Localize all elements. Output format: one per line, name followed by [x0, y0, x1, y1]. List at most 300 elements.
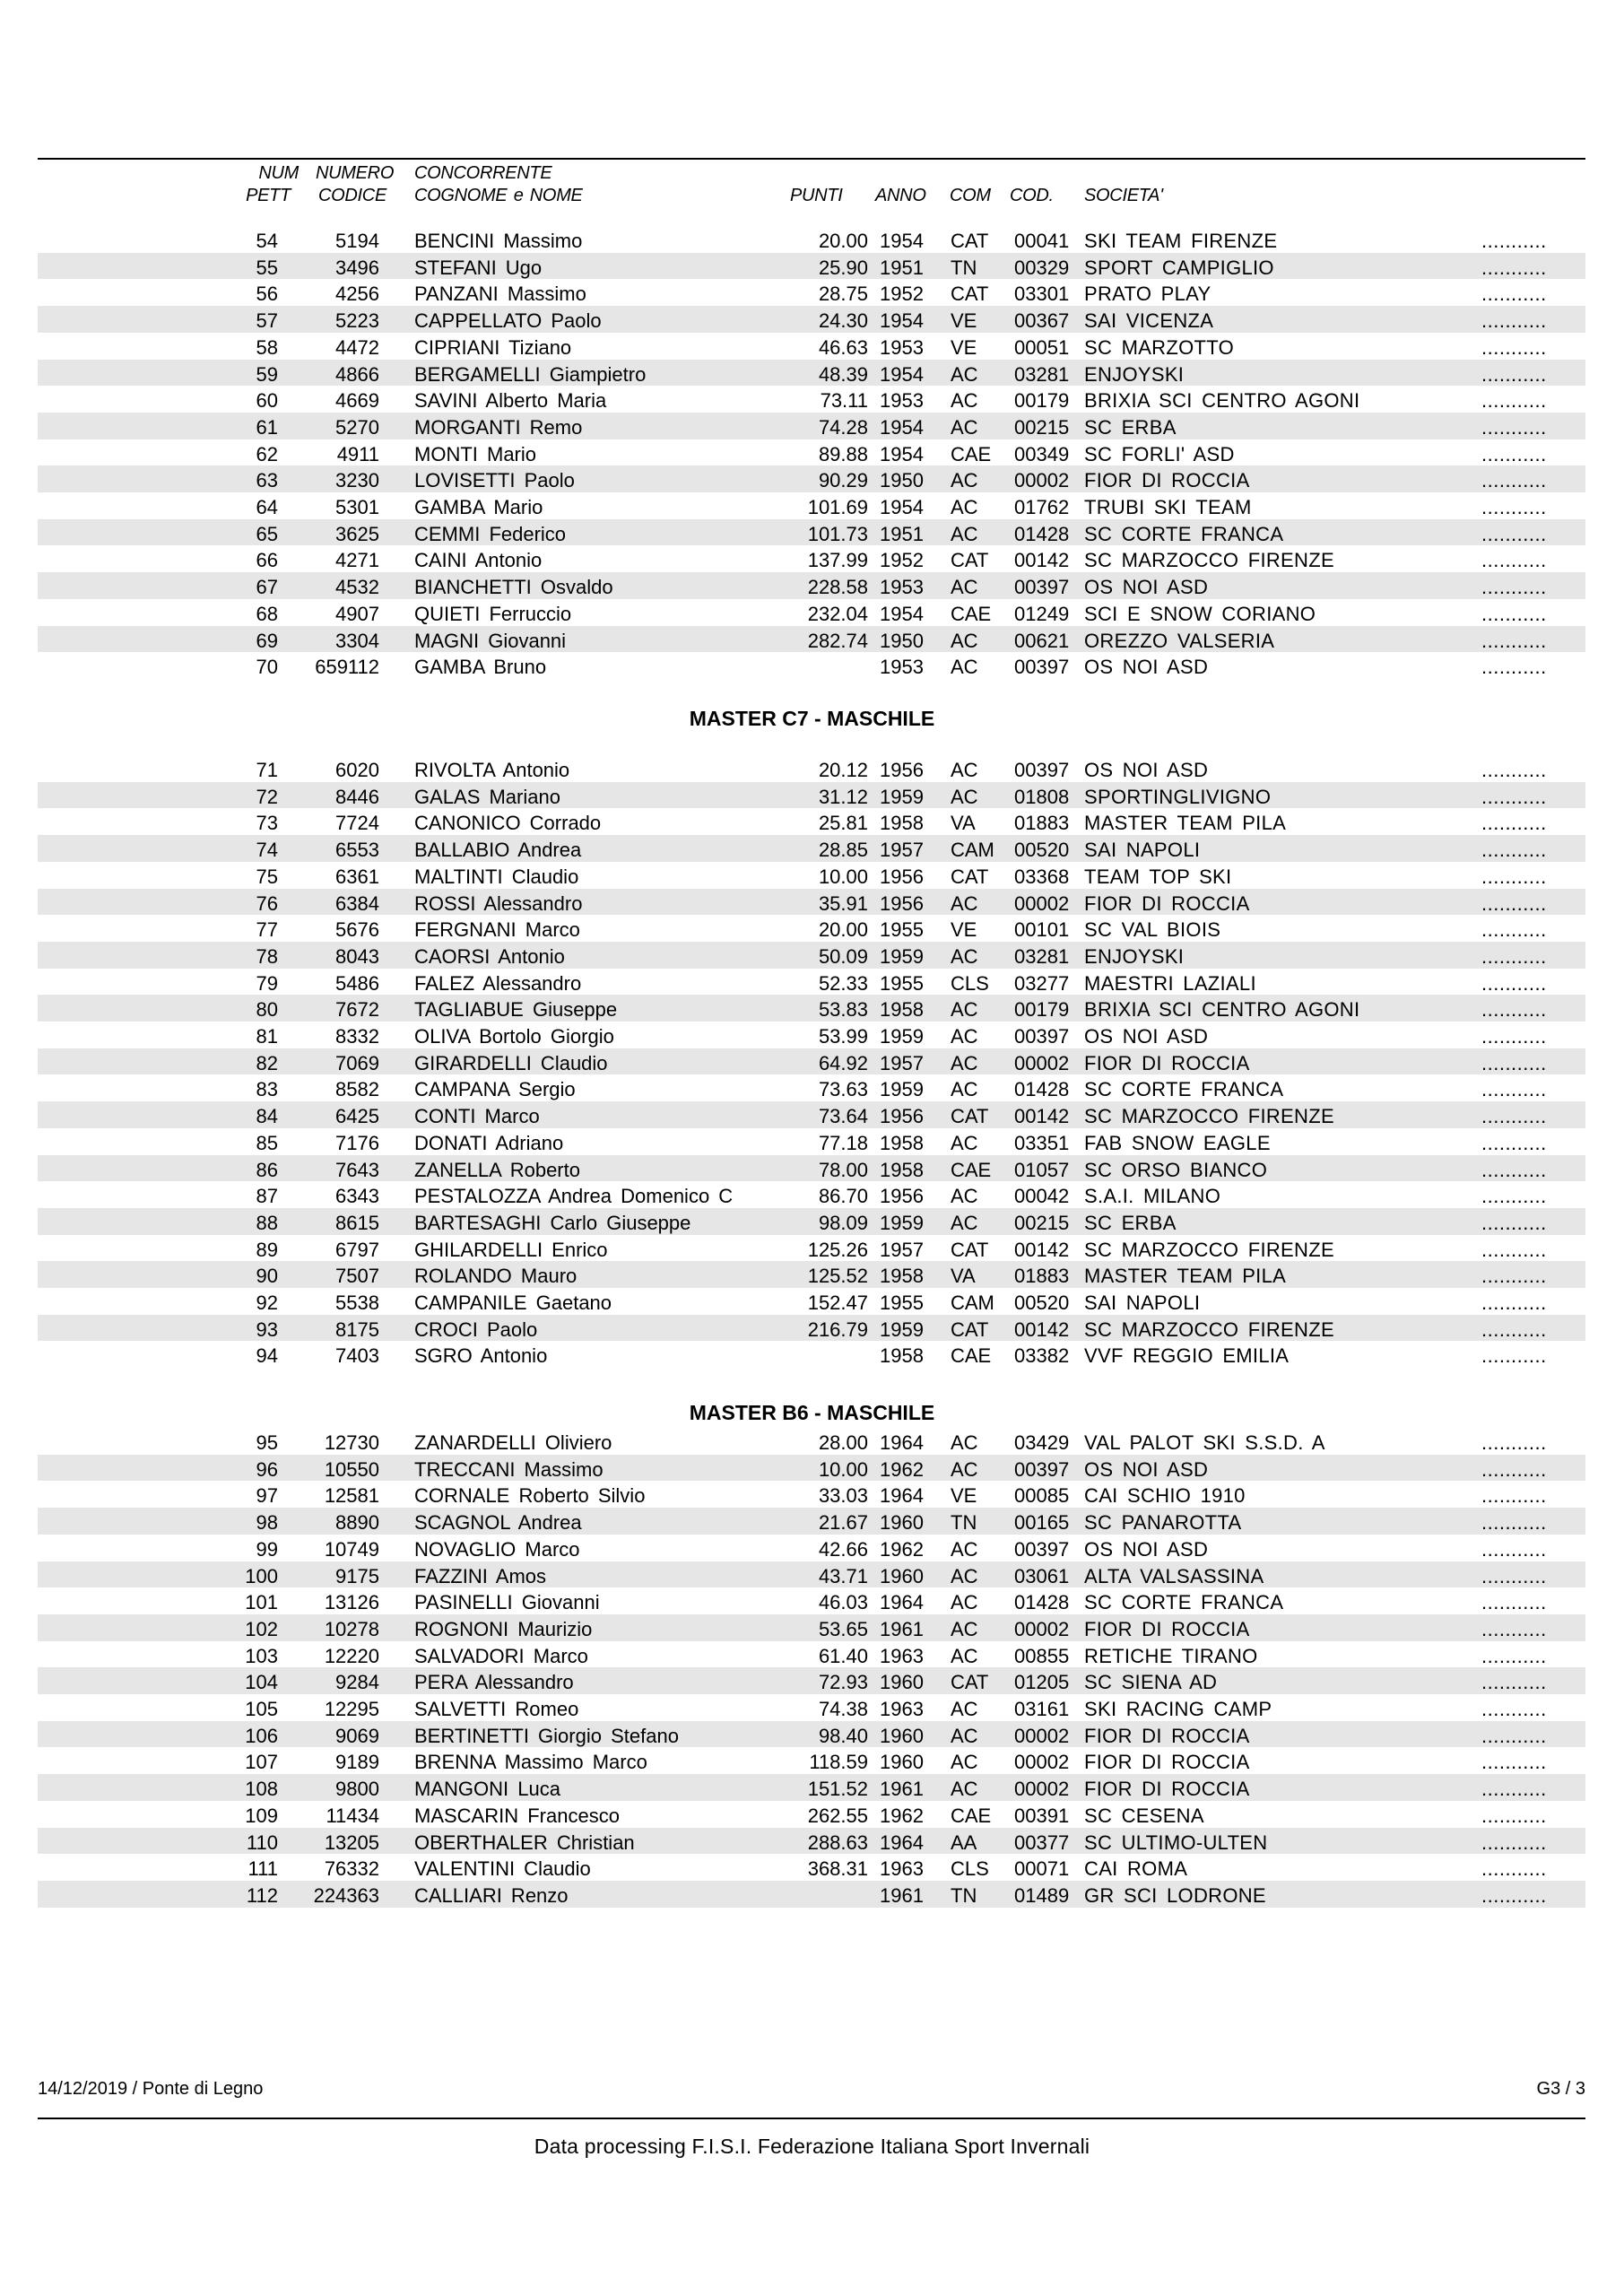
club-name: TEAM TOP SKI [1084, 865, 1232, 888]
bib-number: 55 [256, 256, 278, 279]
points: 43.71 [818, 1564, 868, 1587]
time-placeholder: ........... [1481, 415, 1547, 439]
club-name: FIOR DI ROCCIA [1084, 1778, 1250, 1801]
birth-year: 1958 [880, 1344, 924, 1368]
athlete-code: 4907 [335, 602, 379, 625]
time-placeholder: ........... [1481, 1265, 1547, 1288]
table-row [38, 862, 1585, 889]
time-placeholder: ........... [1481, 1457, 1547, 1481]
bib-number: 80 [256, 998, 278, 1022]
time-placeholder: ........... [1481, 389, 1547, 413]
committee: AC [951, 1537, 978, 1561]
club-code: 00165 [1014, 1511, 1070, 1535]
table-row [38, 969, 1585, 996]
table-row [38, 1455, 1585, 1482]
time-placeholder: ........... [1481, 1698, 1547, 1720]
athlete-code: 12581 [324, 1484, 379, 1508]
birth-year: 1958 [880, 812, 924, 835]
time-placeholder: ........... [1481, 1564, 1547, 1587]
club-code: 00002 [1014, 469, 1070, 492]
table-row [38, 652, 1585, 679]
birth-year: 1956 [880, 759, 924, 781]
header-cod: COD. [1010, 186, 1054, 205]
club-name: SC PANAROTTA [1084, 1511, 1242, 1535]
committee: AC [951, 785, 978, 808]
club-code: 00520 [1014, 1292, 1070, 1314]
bib-number: 63 [256, 469, 278, 492]
birth-year: 1961 [880, 1778, 924, 1801]
time-placeholder: ........... [1481, 865, 1547, 888]
bib-number: 109 [245, 1804, 278, 1827]
time-placeholder: ........... [1481, 1238, 1547, 1261]
birth-year: 1958 [880, 1265, 924, 1288]
committee: VE [951, 1484, 977, 1508]
table-row [38, 1048, 1585, 1075]
committee: TN [951, 1511, 977, 1535]
points: 31.12 [818, 785, 868, 808]
points: 52.33 [818, 971, 868, 995]
club-code: 00071 [1014, 1857, 1070, 1881]
points: 20.00 [818, 918, 868, 942]
time-placeholder: ........... [1481, 759, 1547, 781]
athlete-name: BERTINETTI Giorgio Stefano [414, 1724, 679, 1747]
club-code: 03351 [1014, 1131, 1070, 1154]
athlete-code: 9284 [335, 1671, 379, 1694]
committee: CAT [951, 1105, 989, 1128]
athlete-code: 4256 [335, 283, 379, 306]
club-name: FIOR DI ROCCIA [1084, 1751, 1250, 1774]
birth-year: 1957 [880, 1238, 924, 1261]
table-row [38, 1128, 1585, 1155]
committee: AC [951, 1131, 978, 1154]
birth-year: 1963 [880, 1644, 924, 1667]
bib-number: 65 [256, 522, 278, 545]
table-row [38, 413, 1585, 439]
club-name: FIOR DI ROCCIA [1084, 1724, 1250, 1747]
committee: CAM [951, 839, 994, 862]
points: 262.55 [807, 1804, 868, 1827]
table-row [38, 1828, 1585, 1855]
birth-year: 1960 [880, 1564, 924, 1587]
athlete-name: BALLABIO Andrea [414, 839, 582, 862]
athlete-code: 6553 [335, 839, 379, 862]
club-code: 00397 [1014, 656, 1070, 679]
club-code: 00391 [1014, 1804, 1070, 1827]
time-placeholder: ........... [1481, 656, 1547, 679]
bib-number: 64 [256, 496, 278, 518]
committee: AC [951, 1051, 978, 1074]
points: 48.39 [818, 362, 868, 386]
committee: AC [951, 1644, 978, 1667]
committee: VA [951, 812, 976, 835]
athlete-name: TAGLIABUE Giuseppe [414, 998, 618, 1022]
birth-year: 1959 [880, 1078, 924, 1101]
time-placeholder: ........... [1481, 1292, 1547, 1314]
club-code: 00142 [1014, 1105, 1070, 1128]
club-name: OS NOI ASD [1084, 576, 1209, 599]
athlete-name: OBERTHALER Christian [414, 1831, 635, 1854]
athlete-code: 4911 [336, 442, 379, 465]
table-row [38, 942, 1585, 969]
bib-number: 81 [256, 1025, 278, 1048]
section-title: MASTER C7 - MASCHILE [689, 707, 935, 730]
athlete-code: 9189 [335, 1751, 379, 1774]
time-placeholder: ........... [1481, 549, 1547, 572]
athlete-code: 9175 [335, 1564, 379, 1587]
club-name: S.A.I. MILANO [1084, 1185, 1221, 1208]
athlete-code: 10278 [324, 1617, 379, 1640]
athlete-name: CONTI Marco [414, 1105, 540, 1128]
bib-number: 62 [256, 442, 278, 465]
bib-number: 104 [245, 1671, 278, 1694]
bib-number: 110 [246, 1831, 278, 1854]
bib-number: 98 [256, 1511, 278, 1535]
athlete-code: 7507 [335, 1265, 379, 1288]
points: 35.91 [818, 891, 868, 915]
table-row [38, 1481, 1585, 1508]
points: 73.64 [818, 1105, 868, 1128]
club-name: SAI NAPOLI [1084, 1292, 1201, 1314]
birth-year: 1956 [880, 1185, 924, 1208]
birth-year: 1954 [880, 442, 924, 465]
committee: CAT [951, 1238, 989, 1261]
birth-year: 1964 [880, 1484, 924, 1508]
club-name: OS NOI ASD [1084, 759, 1209, 781]
athlete-code: 8582 [335, 1078, 379, 1101]
points: 98.09 [818, 1211, 868, 1234]
bib-number: 73 [256, 812, 278, 835]
bib-number: 84 [256, 1105, 278, 1128]
club-code: 01762 [1014, 496, 1070, 518]
time-placeholder: ........... [1481, 891, 1547, 915]
bib-number: 74 [256, 839, 278, 862]
points: 53.99 [818, 1025, 868, 1048]
athlete-name: CAPPELLATO Paolo [414, 309, 602, 333]
bib-number: 88 [256, 1211, 278, 1234]
club-code: 00377 [1014, 1831, 1070, 1854]
table-row [38, 465, 1585, 492]
athlete-name: RIVOLTA Antonio [414, 759, 570, 781]
time-placeholder: ........... [1481, 1778, 1547, 1801]
athlete-name: SCAGNOL Andrea [414, 1511, 582, 1535]
birth-year: 1959 [880, 785, 924, 808]
bib-number: 108 [245, 1778, 278, 1801]
bib-number: 61 [256, 415, 278, 439]
committee: AC [951, 1751, 978, 1774]
committee: CLS [951, 1857, 989, 1881]
bib-number: 76 [256, 891, 278, 915]
points: 152.47 [807, 1292, 868, 1314]
bib-number: 100 [245, 1564, 278, 1587]
athlete-name: GHILARDELLI Enrico [414, 1238, 608, 1261]
committee: AC [951, 944, 978, 968]
birth-year: 1952 [880, 549, 924, 572]
birth-year: 1954 [880, 362, 924, 386]
footer-credit: Data processing F.I.S.I. Federazione Italiana Sport Invernali [534, 2135, 1090, 2158]
birth-year: 1950 [880, 469, 924, 492]
club-name: CAI ROMA [1084, 1857, 1188, 1881]
bib-number: 94 [256, 1344, 278, 1368]
header-name-line2: COGNOME e NOME [414, 186, 583, 205]
athlete-code: 13205 [324, 1831, 379, 1854]
athlete-code: 7403 [335, 1344, 379, 1368]
table-row [38, 1315, 1585, 1342]
athlete-code: 8615 [335, 1211, 379, 1234]
table-row [38, 599, 1585, 626]
club-code: 00002 [1014, 1617, 1070, 1640]
committee: AC [951, 1211, 978, 1234]
committee: AA [951, 1831, 977, 1854]
club-name: VVF REGGIO EMILIA [1084, 1344, 1290, 1368]
club-code: 03161 [1014, 1698, 1070, 1720]
athlete-code: 3230 [335, 469, 379, 492]
points: 25.81 [818, 812, 868, 835]
committee: CAT [951, 1671, 989, 1694]
top-rule [38, 158, 1585, 160]
time-placeholder: ........... [1481, 256, 1547, 279]
table-row [38, 253, 1585, 280]
points: 216.79 [807, 1318, 868, 1341]
club-code: 01428 [1014, 1591, 1070, 1614]
birth-year: 1962 [880, 1537, 924, 1561]
club-name: ENJOYSKI [1084, 944, 1185, 968]
birth-year: 1963 [880, 1857, 924, 1881]
club-code: 03061 [1014, 1564, 1070, 1587]
time-placeholder: ........... [1481, 1804, 1547, 1827]
points: 98.40 [818, 1724, 868, 1747]
club-name: SC CORTE FRANCA [1084, 522, 1284, 545]
club-code: 00329 [1014, 256, 1070, 279]
table-row [38, 1022, 1585, 1048]
committee: AC [951, 656, 978, 679]
time-placeholder: ........... [1481, 1185, 1547, 1208]
club-name: FIOR DI ROCCIA [1084, 1051, 1250, 1074]
bib-number: 86 [256, 1158, 278, 1181]
bib-number: 70 [256, 656, 278, 679]
club-name: SPORTINGLIVIGNO [1084, 785, 1272, 808]
points: 64.92 [818, 1051, 868, 1074]
points: 53.65 [818, 1617, 868, 1640]
points: 28.85 [818, 839, 868, 862]
athlete-code: 5538 [335, 1292, 379, 1314]
club-code: 00002 [1014, 1751, 1070, 1774]
club-code: 01057 [1014, 1158, 1070, 1181]
club-code: 00179 [1014, 389, 1070, 413]
athlete-name: CAMPANA Sergio [414, 1078, 576, 1101]
club-name: RETICHE TIRANO [1084, 1644, 1258, 1667]
athlete-code: 8043 [335, 944, 379, 968]
athlete-code: 3496 [335, 256, 379, 279]
club-code: 03301 [1014, 283, 1070, 306]
athlete-code: 7672 [335, 998, 379, 1022]
points: 86.70 [818, 1185, 868, 1208]
time-placeholder: ........... [1481, 1537, 1547, 1561]
table-row [38, 889, 1585, 916]
athlete-code: 4271 [335, 549, 379, 572]
athlete-name: PANZANI Massimo [414, 283, 586, 306]
table-row [38, 1508, 1585, 1535]
birth-year: 1962 [880, 1804, 924, 1827]
club-name: SC ERBA [1084, 415, 1177, 439]
points: 232.04 [807, 602, 868, 625]
points: 89.88 [818, 442, 868, 465]
time-placeholder: ........... [1481, 629, 1547, 652]
club-name: TRUBI SKI TEAM [1084, 496, 1252, 518]
footer-date-place: 14/12/2019 / Ponte di Legno [38, 2079, 264, 2099]
bib-number: 102 [245, 1617, 278, 1640]
committee: TN [951, 256, 977, 279]
athlete-name: SALVADORI Marco [414, 1644, 588, 1667]
club-name: FIOR DI ROCCIA [1084, 469, 1250, 492]
club-code: 03277 [1014, 971, 1070, 995]
committee: CAE [951, 1158, 992, 1181]
athlete-code: 5223 [335, 309, 379, 333]
club-code: 00367 [1014, 309, 1070, 333]
table-row [38, 626, 1585, 653]
club-name: OS NOI ASD [1084, 1025, 1209, 1048]
athlete-code: 4472 [335, 335, 379, 359]
club-code: 03368 [1014, 865, 1070, 888]
athlete-name: CIPRIANI Tiziano [414, 335, 572, 359]
club-code: 01205 [1014, 1671, 1070, 1694]
athlete-name: MAGNI Giovanni [414, 629, 567, 652]
time-placeholder: ........... [1481, 469, 1547, 492]
athlete-name: LOVISETTI Paolo [414, 469, 575, 492]
athlete-code: 3304 [335, 629, 379, 652]
club-name: SC ERBA [1084, 1211, 1177, 1234]
club-code: 00142 [1014, 1238, 1070, 1261]
points: 101.69 [807, 496, 868, 518]
time-placeholder: ........... [1481, 522, 1547, 545]
table-row [38, 1181, 1585, 1208]
committee: CAE [951, 442, 992, 465]
bib-number: 96 [256, 1457, 278, 1481]
athlete-name: PERA Alessandro [414, 1671, 574, 1694]
table-row [38, 306, 1585, 333]
header-code-line2: CODICE [318, 186, 386, 205]
birth-year: 1953 [880, 389, 924, 413]
club-code: 01808 [1014, 785, 1070, 808]
athlete-name: CAORSI Antonio [414, 944, 565, 968]
club-name: BRIXIA SCI CENTRO AGONI [1084, 389, 1360, 413]
athlete-name: MORGANTI Remo [414, 415, 583, 439]
table-row [38, 1801, 1585, 1828]
time-placeholder: ........... [1481, 442, 1547, 465]
time-placeholder: ........... [1481, 918, 1547, 942]
birth-year: 1960 [880, 1511, 924, 1535]
bib-number: 106 [245, 1724, 278, 1747]
athlete-name: CROCI Paolo [414, 1318, 538, 1341]
athlete-code: 5676 [335, 918, 379, 942]
club-name: SC MARZOCCO FIRENZE [1084, 1238, 1334, 1261]
committee: AC [951, 415, 978, 439]
points: 33.03 [818, 1484, 868, 1508]
athlete-code: 12730 [324, 1431, 379, 1454]
athlete-code: 8332 [335, 1025, 379, 1048]
birth-year: 1959 [880, 1318, 924, 1341]
club-name: SCI E SNOW CORIANO [1084, 602, 1316, 625]
athlete-name: NOVAGLIO Marco [414, 1537, 580, 1561]
athlete-code: 5301 [335, 496, 379, 518]
bib-number: 59 [256, 362, 278, 386]
athlete-name: QUIETI Ferruccio [414, 602, 572, 625]
club-name: SC ULTIMO-ULTEN [1084, 1831, 1268, 1854]
athlete-code: 6020 [335, 759, 379, 781]
athlete-name: VALENTINI Claudio [414, 1857, 591, 1881]
athlete-code: 4866 [335, 362, 379, 386]
athlete-name: CAMPANILE Gaetano [414, 1292, 612, 1314]
table-row [38, 1341, 1585, 1368]
birth-year: 1960 [880, 1751, 924, 1774]
birth-year: 1953 [880, 335, 924, 359]
committee: CAE [951, 1344, 992, 1368]
club-name: CAI SCHIO 1910 [1084, 1484, 1246, 1508]
table-row [38, 519, 1585, 546]
bib-number: 79 [256, 971, 278, 995]
committee: AC [951, 1698, 978, 1720]
committee: CLS [951, 971, 989, 995]
birth-year: 1960 [880, 1671, 924, 1694]
athlete-code: 5486 [335, 971, 379, 995]
time-placeholder: ........... [1481, 1857, 1547, 1881]
birth-year: 1956 [880, 891, 924, 915]
athlete-name: ZANELLA Roberto [414, 1158, 580, 1181]
club-code: 03281 [1014, 362, 1070, 386]
bib-number: 60 [256, 389, 278, 413]
athlete-code: 6361 [335, 865, 379, 888]
bib-number: 69 [256, 629, 278, 652]
athlete-code: 4532 [335, 576, 379, 599]
club-name: ALTA VALSASSINA [1084, 1564, 1264, 1587]
club-name: MASTER TEAM PILA [1084, 1265, 1287, 1288]
time-placeholder: ........... [1481, 1211, 1547, 1234]
athlete-code: 13126 [324, 1591, 379, 1614]
club-code: 01428 [1014, 522, 1070, 545]
committee: AC [951, 1591, 978, 1614]
committee: AC [951, 1778, 978, 1801]
points: 282.74 [807, 629, 868, 652]
club-name: SC MARZOCCO FIRENZE [1084, 549, 1334, 572]
table-row [38, 1288, 1585, 1315]
club-name: SC SIENA AD [1084, 1671, 1218, 1694]
birth-year: 1955 [880, 971, 924, 995]
committee: AC [951, 1185, 978, 1208]
time-placeholder: ........... [1481, 785, 1547, 808]
bib-number: 87 [256, 1185, 278, 1208]
athlete-name: SALVETTI Romeo [414, 1698, 579, 1720]
time-placeholder: ........... [1481, 1591, 1547, 1614]
table-row [38, 279, 1585, 306]
footer-page-number: G3 / 3 [1536, 2079, 1585, 2099]
committee: CAT [951, 865, 989, 888]
birth-year: 1958 [880, 998, 924, 1022]
committee: VA [951, 1265, 976, 1288]
club-name: SKI TEAM FIRENZE [1084, 230, 1278, 252]
birth-year: 1953 [880, 656, 924, 679]
club-code: 00101 [1014, 918, 1070, 942]
points: 228.58 [807, 576, 868, 599]
table-row [38, 1561, 1585, 1588]
athlete-name: SGRO Antonio [414, 1344, 548, 1368]
table-row [38, 572, 1585, 599]
club-name: SC ORSO BIANCO [1084, 1158, 1268, 1181]
club-name: SC FORLI' ASD [1084, 442, 1235, 465]
athlete-name: ROGNONI Maurizio [414, 1617, 593, 1640]
bib-number: 71 [256, 759, 278, 781]
table-row [38, 995, 1585, 1022]
table-row [38, 1535, 1585, 1561]
club-code: 01883 [1014, 1265, 1070, 1288]
